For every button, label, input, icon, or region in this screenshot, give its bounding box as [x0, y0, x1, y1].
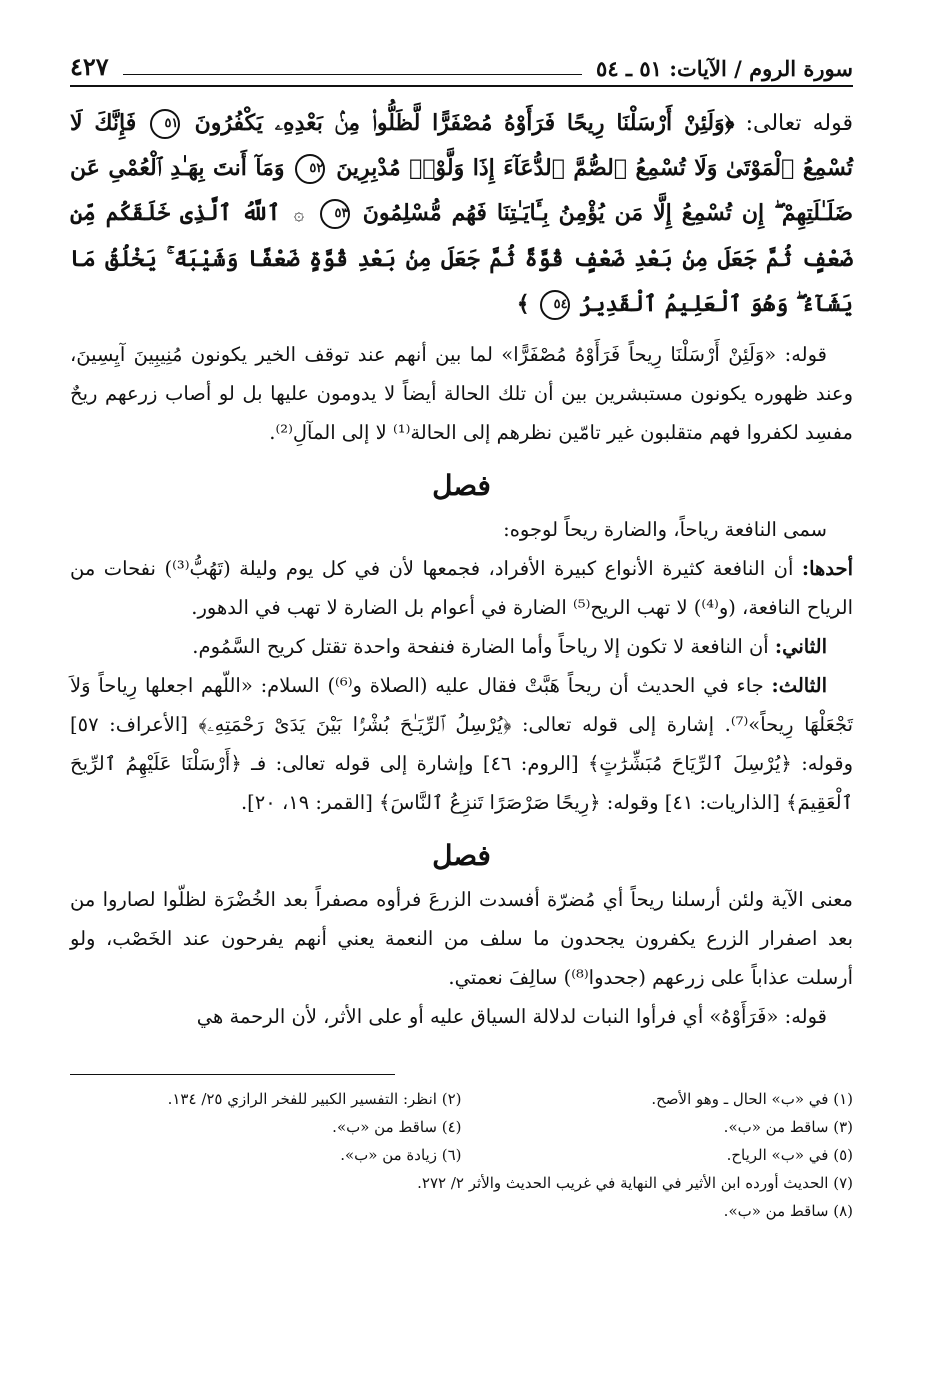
verse-53: وَمَآ أَنتَ بِهَـٰدِ ٱلْعُمْىِ عَن ضَلَـٰلَتِهِمْ ۖ إِن تُسْمِعُ إِلَّا مَن يُؤْمِنُ بِـَٔايَـٰتِنَا فَهُم مُّسْلِمُونَ [70, 155, 853, 226]
footnote-4: (٤) ساقط من «ب». [332, 1118, 462, 1136]
fasl1-point-first [70, 549, 853, 627]
fasl2-last-line: قوله: «فَرَأَوْهُ» أي فرأوا النبات لدلالة السياق عليه أو على الأثر، لأن الرحمة هي [196, 1005, 827, 1028]
surah-title: سورة الروم / الآيات: ٥١ ـ ٥٤ [596, 56, 853, 81]
point-text-first: أن النافعة كثيرة الأنواع كبيرة الأفراد، فجمعها لأن في كل يوم وليلة (تَهُبُّ⁽³⁾) نفحات من الرياح النافعة، (و⁽⁴⁾) لا تهب الريح⁽⁵⁾ الضارة في أعوام بل الضارة لا تهب في الدهور. [70, 557, 853, 619]
footnotes [70, 1085, 853, 1225]
verse-marker-51: ٥١ [150, 109, 180, 139]
running-header [70, 52, 853, 87]
verse-52: فَإِنَّكَ لَا تُسْمِعُ ٱلْمَوْتَىٰ وَلَا تُسْمِعُ ٱلصُّمَّ ٱلدُّعَآءَ إِذَا وَلَّوْا۟ مُدْبِرِينَ [70, 110, 853, 181]
commentary-paragraph-1: قوله: «وَلَئِنْ أَرْسَلْنَا رِيحاً فَرَأَوْهُ مُصْفَرًّا» لما بين أنهم عند توقف الخير يكونون مُنِيبِينَ آيِسِينَ، وعند ظهوره يكونون مستبشرين بين أن تلك الحالة أيضاً لا يدومون عليها بل لو أصاب زرعهم ريحٌ مفسِد لكفروا فهم متقلبون غير تامّين نظرهم إلى الحالة⁽¹⁾ لا إلى المآلِ⁽²⁾. [70, 343, 853, 444]
footnote-2: (٢) انظر: التفسير الكبير للفخر الرازي ٢٥/ ١٣٤. [167, 1090, 462, 1108]
footnote-row [70, 1141, 853, 1169]
quran-verses-block [70, 101, 853, 327]
fasl1-point-second [70, 627, 853, 666]
verse-marker-53: ٥٣ [320, 199, 350, 229]
verse-marker-52: ٥٢ [295, 154, 325, 184]
point-text-third: جاء في الحديث أن ريحاً هَبَّتْ فقال عليه (الصلاة و⁽⁶⁾) السلام: «اللّهم اجعلها رِياحاً وَلاَ تَجْعَلْهَا رِيحاً»⁽⁷⁾. إشارة إلى قوله تعالى: ﴿يُرْسِلُ ٱلرِّيَـٰحَ بُشْرًۢا بَيْنَ يَدَىْ رَحْمَتِهِۦ﴾ [الأعراف: ٥٧] وقوله: ﴿يُرْسِلَ ٱلرِّيَاحَ مُبَشِّرَٰتٍ﴾ [الروم: ٤٦] وإشارة إلى قوله تعالى: فـ ﴿أَرْسَلْنَا عَلَيْهِمُ ٱلرِّيحَ ٱلْعَقِيمَ﴾ [الذاريات: ٤١] وقوله: ﴿رِيحًا صَرْصَرًا تَنزِعُ ٱلنَّاسَ﴾ [القمر: ١٩، ٢٠]. [70, 674, 853, 814]
quran-intro: قوله تعالى: [745, 111, 854, 136]
point-text-second: أن النافعة لا تكون إلا رياحاً وأما الضارة فنفحة واحدة تقتل كريح السَّمُوم. [192, 635, 775, 658]
header-rule [123, 74, 582, 75]
fasl2-paragraph: معنى الآية ولئن أرسلنا ريحاً أي مُضرّة أفسدت الزرعَ فرأوه مصفراً بعد الخُضْرَة لظلّوا لصاروا من بعد اصفرار الزرع يكفرون يجحدون ما سلف من النعمة يعني أنهم يفرحون عند الخَصْب، ولو أرسلت عذاباً على زرعهم (جحدوا⁽⁸⁾) سالِفَ نعمتي. [70, 888, 853, 989]
section-heading-fasl-1: فصل [432, 469, 491, 502]
footnote-row [70, 1085, 853, 1113]
footnote-7: (٧) الحديث أورده ابن الأثير في النهاية في غريب الحديث والأثر ٢/ ٢٧٢. [417, 1174, 853, 1192]
footnote-row [70, 1113, 853, 1141]
fasl1-point-third [70, 666, 853, 822]
verse-51: ﴿وَلَئِنْ أَرْسَلْنَا رِيحًا فَرَأَوْهُ مُصْفَرًّا لَّظَلُّوا۟ مِنۢ بَعْدِهِۦ يَكْفُرُونَ [194, 110, 735, 136]
footnote-1: (١) في «ب» الحال ـ وهو الأصح. [651, 1090, 853, 1108]
footnote-3: (٣) ساقط من «ب». [723, 1118, 853, 1136]
point-label-first: أحدها: [801, 557, 854, 580]
footnote-5: (٥) في «ب» الرياح. [726, 1146, 853, 1164]
page-number: ٤٢٧ [70, 52, 109, 81]
rub-el-hizb-icon: ۞ [293, 204, 305, 225]
footnote-8: (٨) ساقط من «ب». [723, 1202, 853, 1220]
section-heading-fasl-2: فصل [432, 839, 491, 872]
verse-marker-54: ٥٤ [540, 290, 570, 320]
footnote-6: (٦) زيادة من «ب». [340, 1146, 462, 1164]
verse-54: ٱللَّهُ ٱلَّذِى خَلَقَكُم مِّن ضَعْفٍ ثُمَّ جَعَلَ مِنۢ بَعْدِ ضَعْفٍ قُوَّةً ثُمَّ جَعَلَ مِنۢ بَعْدِ قُوَّةٍ ضَعْفًا وَشَيْبَةً ۚ يَخْلُقُ مَا يَشَآءُ ۖ وَهُوَ ٱلْعَلِيمُ ٱلْقَدِيرُ [70, 200, 853, 317]
footnote-separator [70, 1074, 395, 1075]
fasl1-intro: سمى النافعة رياحاً، والضارة ريحاً لوجوه: [503, 518, 827, 541]
quran-close-bracket: ﴾ [516, 291, 530, 317]
point-label-third: الثالث: [771, 674, 827, 697]
point-label-second: الثاني: [774, 635, 827, 658]
